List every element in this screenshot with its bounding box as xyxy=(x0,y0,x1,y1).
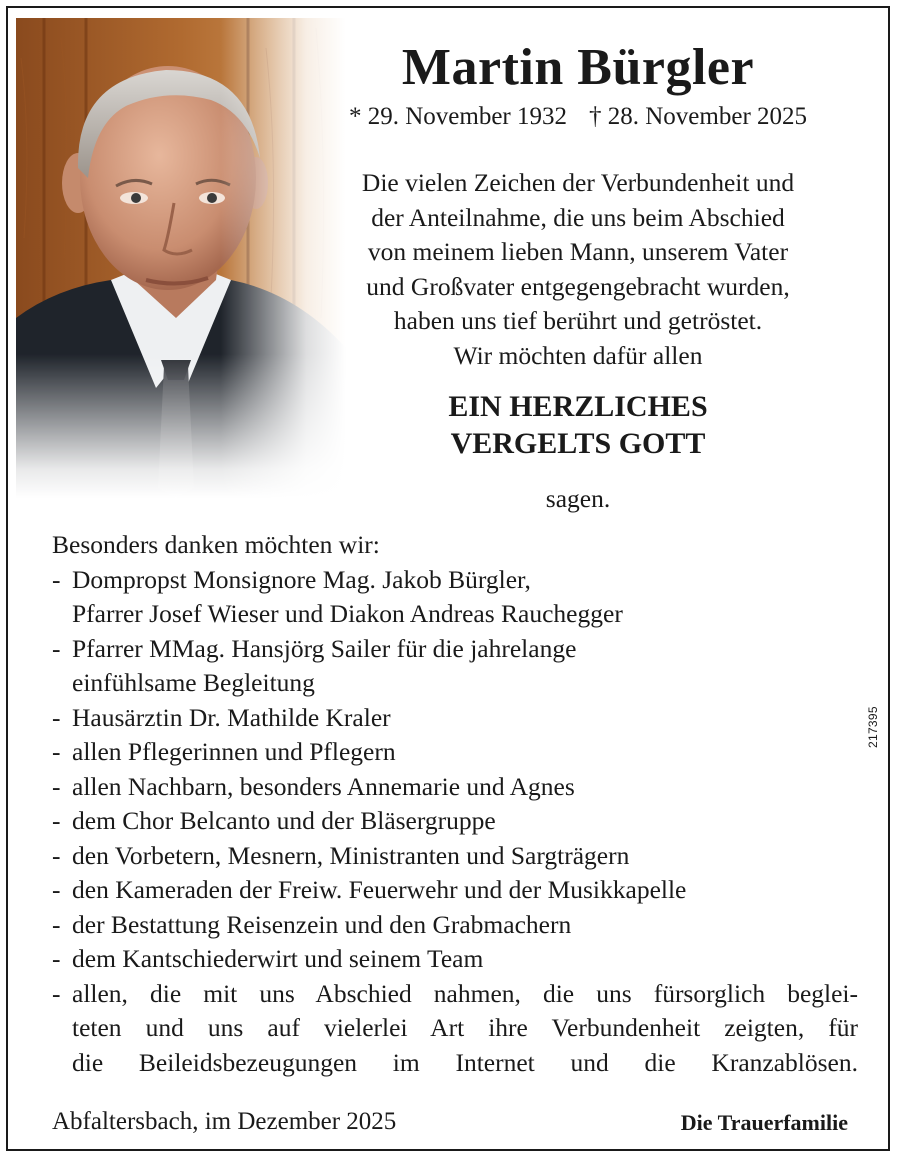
list-item xyxy=(52,839,858,874)
list-item-line: teten und uns auf vielerlei Art ihre Verbundenheit zeigten, für xyxy=(72,1013,858,1042)
thanks-list xyxy=(52,563,858,1081)
intro-line: Die vielen Zeichen der Verbundenheit und xyxy=(361,168,795,197)
list-item-line: - Dompropst Monsignore Mag. Jakob Bürgler, xyxy=(72,564,531,594)
intro-line: der Anteilnahme, die uns beim Abschied xyxy=(371,202,785,232)
list-item xyxy=(52,804,858,839)
list-item-line: die Beileidsbezeugungen im Internet und die Kranzablösen. xyxy=(72,1047,858,1077)
thanks-lead: Besonders danken möchten wir: xyxy=(52,530,380,559)
list-item xyxy=(52,873,858,908)
list-item-line: - der Bestattung Reisenzein und den Grabmachern xyxy=(72,909,572,939)
list-item xyxy=(52,908,858,943)
obituary-frame xyxy=(6,6,890,1151)
intro-line: haben uns tief berührt und getröstet. xyxy=(393,306,763,335)
headline-line: VERGELTS GOTT xyxy=(450,427,706,460)
thanks-section xyxy=(52,528,858,1080)
list-item-line: - Pfarrer MMag. Hansjörg Sailer für die jahrelange xyxy=(72,633,577,663)
headline-line: EIN HERZLICHES xyxy=(448,390,708,423)
list-item-line: - den Vorbetern, Mesnern, Ministranten und Sargträgern xyxy=(72,840,630,870)
list-item-line: - allen Pflegerinnen und Pflegern xyxy=(72,737,396,766)
list-item-line: - dem Chor Belcanto und der Bläsergruppe xyxy=(72,806,496,835)
place-date: Abfaltersbach, im Dezember 2025 xyxy=(52,1108,397,1135)
intro-text xyxy=(304,166,852,373)
intro-line: Wir möchten dafür allen xyxy=(453,340,703,370)
list-item xyxy=(52,563,858,632)
life-dates xyxy=(308,101,848,133)
portrait-photo xyxy=(16,18,346,498)
list-item xyxy=(52,735,858,770)
list-item-line: - allen, die mit uns Abschied nahmen, die uns fürsorglich beglei- xyxy=(72,978,858,1008)
list-item-line: - dem Kantschiederwirt und seinem Team xyxy=(72,944,484,973)
intro-line: von meinem lieben Mann, unserem Vater xyxy=(367,237,789,266)
list-item-line: Pfarrer Josef Wieser und Diakon Andreas Rauchegger xyxy=(72,599,623,628)
deceased-name: Martin Bürgler xyxy=(401,39,755,96)
intro-line: und Großvater entgegengebracht wurden, xyxy=(366,271,790,301)
list-item-line: - den Kameraden der Freiw. Feuerwehr und der Musikkapelle xyxy=(72,875,687,904)
list-item-line: - Hausärztin Dr. Mathilde Kraler xyxy=(72,702,391,732)
headline xyxy=(308,388,848,462)
list-item-line: - allen Nachbarn, besonders Annemarie und Agnes xyxy=(72,771,575,801)
list-item xyxy=(52,977,858,1081)
closing-word: sagen. xyxy=(545,484,611,513)
list-item xyxy=(52,632,858,701)
list-item-line: einfühlsame Begleitung xyxy=(72,668,315,697)
list-item xyxy=(52,770,858,805)
death-date: † 28. November 2025 xyxy=(589,103,808,130)
list-item xyxy=(52,701,858,736)
birth-date: * 29. November 1932 xyxy=(348,103,567,130)
signature: Die Trauerfamilie xyxy=(680,1110,848,1135)
ad-code: 217395 xyxy=(866,706,880,748)
list-item xyxy=(52,942,858,977)
